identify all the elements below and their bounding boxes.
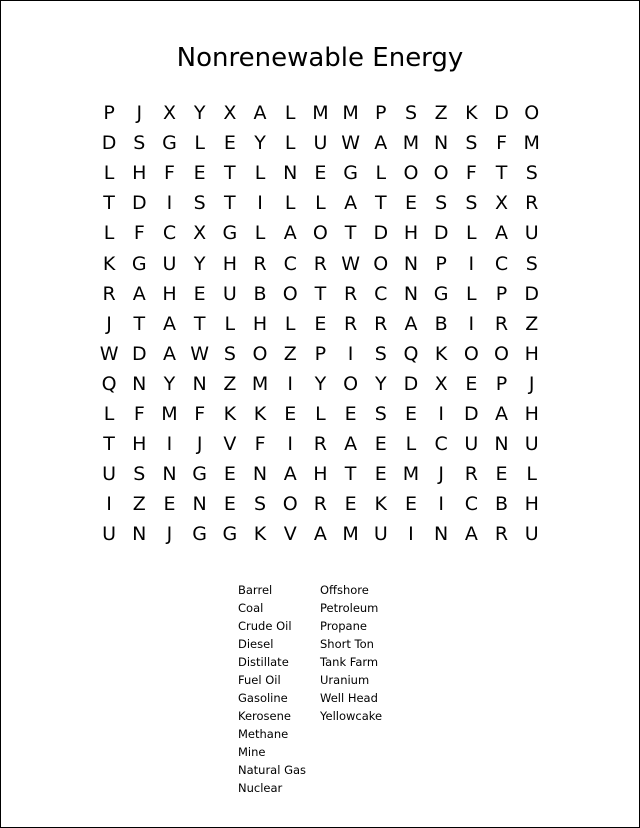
grid-letter: A [162, 342, 176, 365]
grid-letter: L [526, 463, 538, 486]
grid-letter: G [343, 162, 358, 185]
grid-letter: N [132, 372, 147, 395]
grid-letter: J [196, 433, 203, 456]
grid-letter: X [434, 372, 448, 395]
grid-letter: E [344, 493, 357, 516]
grid-letter: U [313, 132, 328, 155]
grid-letter: M [342, 102, 359, 125]
grid-letter: E [374, 433, 387, 456]
grid-letter: W [190, 342, 210, 365]
grid-letter: I [438, 402, 444, 425]
grid-letter: E [495, 463, 508, 486]
grid-letter: A [162, 312, 176, 335]
grid-letter: D [433, 222, 449, 245]
grid-letter: O [282, 282, 298, 305]
grid-letter: E [404, 493, 417, 516]
grid-letter: Q [403, 342, 419, 365]
grid-letter: R [343, 282, 358, 305]
grid-letter: A [464, 523, 478, 546]
grid-letter: L [284, 192, 296, 215]
grid-letter: N [252, 463, 268, 486]
grid-letter: L [103, 162, 115, 185]
grid-letter: G [222, 222, 238, 245]
grid-letter: G [192, 463, 208, 486]
grid-letter: E [223, 493, 236, 516]
grid-letter: L [284, 312, 296, 335]
grid-letter: E [193, 282, 206, 305]
grid-letter: L [254, 222, 266, 245]
grid-letter: A [344, 192, 358, 215]
grid-letter: M [402, 132, 420, 155]
grid-letter: F [194, 402, 206, 425]
grid-letter: U [102, 463, 117, 486]
word-list-item: Petroleum [320, 601, 379, 615]
grid-letter: F [465, 162, 477, 185]
grid-letter: R [313, 433, 327, 456]
grid-letter: B [495, 493, 509, 516]
grid-letter: U [162, 252, 177, 275]
grid-letter: Y [163, 372, 176, 395]
grid-letter: T [103, 433, 115, 456]
grid-letter: A [374, 132, 388, 155]
grid-letter: Y [254, 132, 266, 155]
grid-letter: L [375, 162, 387, 185]
grid-letter: R [525, 192, 539, 215]
grid-letter: J [166, 523, 173, 546]
grid-letter: K [434, 342, 448, 365]
grid-letter: Y [374, 372, 387, 395]
grid-letter: R [494, 312, 509, 335]
grid-letter: I [347, 342, 354, 365]
grid-letter: I [257, 192, 263, 215]
grid-letter: S [133, 132, 146, 155]
grid-letter: D [494, 102, 509, 125]
grid-letter: I [166, 192, 173, 215]
word-list-item: Uranium [320, 673, 370, 687]
grid-letter: U [524, 523, 539, 546]
grid-letter: L [254, 162, 266, 185]
grid-letter: D [524, 282, 540, 305]
grid-letter: X [495, 192, 509, 215]
grid-letter: S [525, 162, 538, 185]
grid-letter: C [494, 252, 509, 275]
grid-letter: S [374, 342, 387, 365]
grid-letter: L [466, 222, 477, 245]
grid-letter: S [193, 192, 206, 215]
grid-letter: J [438, 463, 444, 486]
grid-letter: K [374, 493, 388, 516]
grid-letter: D [131, 342, 147, 365]
grid-letter: S [254, 493, 267, 516]
word-list-item: Propane [320, 619, 367, 633]
grid-letter: M [312, 102, 329, 125]
grid-letter: H [524, 402, 539, 425]
grid-letter: X [162, 102, 176, 125]
word-list-item: Short Ton [320, 637, 374, 651]
grid-letter: A [283, 463, 297, 486]
grid-letter: T [344, 463, 357, 486]
grid-letter: N [434, 132, 449, 155]
grid-letter: P [103, 102, 115, 125]
grid-letter: S [465, 132, 478, 155]
grid-letter: F [254, 433, 266, 456]
grid-letter: R [313, 493, 327, 516]
word-list-item: Nuclear [238, 781, 283, 795]
grid-letter: K [223, 402, 237, 425]
letter-grid [94, 98, 547, 549]
grid-letter: G [222, 523, 238, 546]
grid-letter: Z [525, 312, 539, 335]
grid-letter: H [132, 162, 147, 185]
grid-letter: G [131, 252, 147, 275]
grid-letter: E [314, 312, 327, 335]
grid-letter: U [524, 222, 539, 245]
grid-letter: I [287, 372, 294, 395]
grid-letter: N [494, 433, 509, 456]
grid-letter: R [374, 312, 388, 335]
grid-letter: E [374, 463, 387, 486]
grid-letter: L [103, 222, 115, 245]
word-list-column-2 [320, 581, 382, 725]
grid-letter: M [523, 132, 540, 155]
grid-letter: Z [223, 372, 237, 395]
grid-letter: S [465, 192, 478, 215]
grid-letter: T [103, 192, 115, 215]
grid-letter: H [132, 433, 147, 456]
grid-letter: F [133, 222, 145, 245]
grid-letter: Z [434, 102, 448, 125]
grid-letter: S [404, 102, 417, 125]
grid-letter: N [403, 252, 419, 275]
grid-letter: A [283, 222, 297, 245]
grid-letter: O [524, 102, 540, 125]
word-list-item: Kerosene [238, 709, 291, 723]
grid-letter: H [524, 342, 539, 365]
grid-letter: R [102, 282, 116, 305]
grid-letter: X [223, 102, 237, 125]
grid-letter: E [284, 402, 297, 425]
grid-letter: H [524, 493, 539, 516]
grid-letter: C [464, 493, 478, 516]
grid-letter: U [222, 282, 237, 305]
grid-letter: N [162, 463, 177, 486]
grid-letter: D [131, 192, 147, 215]
grid-letter: H [162, 282, 177, 305]
grid-letter: E [465, 372, 478, 395]
grid-letter: V [223, 433, 237, 456]
grid-letter: S [133, 463, 146, 486]
grid-letter: J [106, 312, 112, 335]
word-list-item: Diesel [238, 637, 274, 651]
grid-letter: O [282, 493, 298, 516]
word-list-item: Barrel [238, 583, 273, 597]
word-list-item: Well Head [320, 691, 378, 705]
grid-letter: P [435, 252, 447, 275]
grid-letter: T [224, 192, 236, 215]
grid-letter: K [253, 523, 267, 546]
grid-letter: T [495, 162, 508, 185]
grid-letter: R [464, 463, 478, 486]
grid-letter: R [343, 312, 358, 335]
grid-letter: F [496, 132, 507, 155]
grid-letter: C [283, 252, 297, 275]
grid-letter: I [438, 493, 444, 516]
grid-letter: M [342, 523, 359, 546]
grid-letter: B [434, 312, 448, 335]
grid-letter: P [314, 342, 327, 365]
grid-letter: K [102, 252, 116, 275]
grid-letter: P [495, 372, 508, 395]
grid-letter: M [251, 372, 269, 395]
grid-letter: A [253, 102, 267, 125]
grid-letter: I [468, 312, 475, 335]
grid-letter: C [162, 222, 177, 245]
grid-letter: N [283, 162, 298, 185]
grid-letter: E [193, 162, 206, 185]
grid-letter: R [494, 523, 509, 546]
grid-letter: T [344, 222, 357, 245]
grid-letter: K [253, 402, 267, 425]
grid-letter: L [405, 433, 417, 456]
grid-letter: X [193, 222, 207, 245]
grid-letter: W [341, 252, 360, 275]
grid-letter: P [375, 102, 387, 125]
grid-letter: R [313, 252, 327, 275]
grid-letter: H [403, 222, 419, 245]
grid-letter: D [373, 222, 389, 245]
grid-letter: W [99, 342, 119, 365]
grid-letter: E [404, 192, 417, 215]
word-list-item: Natural Gas [238, 763, 307, 777]
grid-letter: J [528, 372, 535, 395]
grid-letter: E [223, 463, 236, 486]
grid-letter: M [161, 402, 178, 425]
word-list-item: Methane [238, 727, 289, 741]
grid-letter: T [224, 162, 236, 185]
grid-letter: I [468, 252, 475, 275]
word-list-item: Crude Oil [238, 619, 292, 633]
grid-letter: I [166, 433, 173, 456]
grid-letter: F [164, 162, 175, 185]
grid-letter: E [163, 493, 176, 516]
grid-letter: Y [193, 102, 206, 125]
grid-letter: V [283, 523, 297, 546]
word-list-item: Offshore [320, 583, 369, 597]
grid-letter: E [314, 162, 327, 185]
grid-letter: S [223, 342, 236, 365]
grid-letter: D [464, 402, 479, 425]
grid-letter: A [495, 402, 509, 425]
grid-letter: I [106, 493, 112, 516]
grid-letter: G [433, 282, 449, 305]
word-list-item: Fuel Oil [238, 673, 281, 687]
grid-letter: T [374, 192, 387, 215]
grid-letter: T [133, 312, 146, 335]
grid-letter: L [315, 402, 326, 425]
grid-letter: P [495, 282, 508, 305]
grid-letter: M [402, 463, 420, 486]
grid-letter: N [192, 493, 207, 516]
grid-letter: S [435, 192, 448, 215]
grid-letter: O [403, 162, 419, 185]
page-title: Nonrenewable Energy [176, 43, 464, 73]
grid-letter: U [102, 523, 117, 546]
grid-letter: L [466, 282, 477, 305]
grid-letter: L [315, 192, 326, 215]
word-list-column-1 [238, 581, 306, 797]
grid-letter: G [162, 132, 177, 155]
grid-letter: G [192, 523, 208, 546]
grid-letter: L [284, 102, 296, 125]
grid-letter: O [494, 342, 510, 365]
grid-letter: E [344, 402, 357, 425]
word-list-item: Mine [238, 745, 266, 759]
grid-letter: N [403, 282, 419, 305]
grid-letter: L [194, 132, 205, 155]
grid-letter: H [313, 463, 328, 486]
grid-letter: E [404, 402, 417, 425]
grid-letter: N [132, 523, 147, 546]
grid-letter: L [103, 402, 115, 425]
grid-letter: Z [283, 342, 297, 365]
grid-letter: A [404, 312, 418, 335]
grid-letter: U [373, 523, 388, 546]
grid-letter: T [193, 312, 206, 335]
grid-letter: H [222, 252, 237, 275]
grid-letter: Y [314, 372, 327, 395]
grid-letter: R [253, 252, 267, 275]
word-list-item: Yellowcake [320, 709, 383, 723]
word-list-item: Distillate [238, 655, 289, 669]
grid-letter: A [313, 523, 327, 546]
grid-letter: Y [193, 252, 206, 275]
grid-letter: E [223, 132, 236, 155]
grid-letter: I [287, 433, 294, 456]
grid-letter: L [224, 312, 236, 335]
grid-letter: O [463, 342, 479, 365]
grid-letter: O [252, 342, 268, 365]
grid-letter: S [525, 252, 538, 275]
grid-letter: U [464, 433, 479, 456]
grid-letter: S [374, 402, 387, 425]
grid-letter: F [133, 402, 145, 425]
grid-letter: T [314, 282, 327, 305]
grid-letter: C [374, 282, 388, 305]
grid-letter: C [434, 433, 448, 456]
word-list-item: Gasoline [238, 691, 288, 705]
grid-letter: D [101, 132, 117, 155]
grid-letter: L [284, 132, 296, 155]
word-list-item: Tank Farm [320, 655, 379, 669]
grid-letter: Z [132, 493, 146, 516]
grid-letter: H [252, 312, 268, 335]
grid-letter: A [495, 222, 509, 245]
grid-letter: B [253, 282, 267, 305]
grid-letter: W [341, 132, 360, 155]
grid-letter: J [136, 102, 143, 125]
grid-letter: N [434, 523, 449, 546]
grid-letter: O [373, 252, 389, 275]
grid-letter: O [312, 222, 328, 245]
grid-letter: A [344, 433, 358, 456]
grid-letter: Q [101, 372, 117, 395]
grid-letter: N [192, 372, 207, 395]
grid-letter: O [433, 162, 449, 185]
grid-letter: O [343, 372, 359, 395]
grid-letter: K [465, 102, 478, 125]
grid-letter: D [403, 372, 419, 395]
grid-letter: U [524, 433, 539, 456]
word-list-item: Coal [238, 601, 264, 615]
grid-letter: A [132, 282, 146, 305]
grid-letter: I [408, 523, 414, 546]
